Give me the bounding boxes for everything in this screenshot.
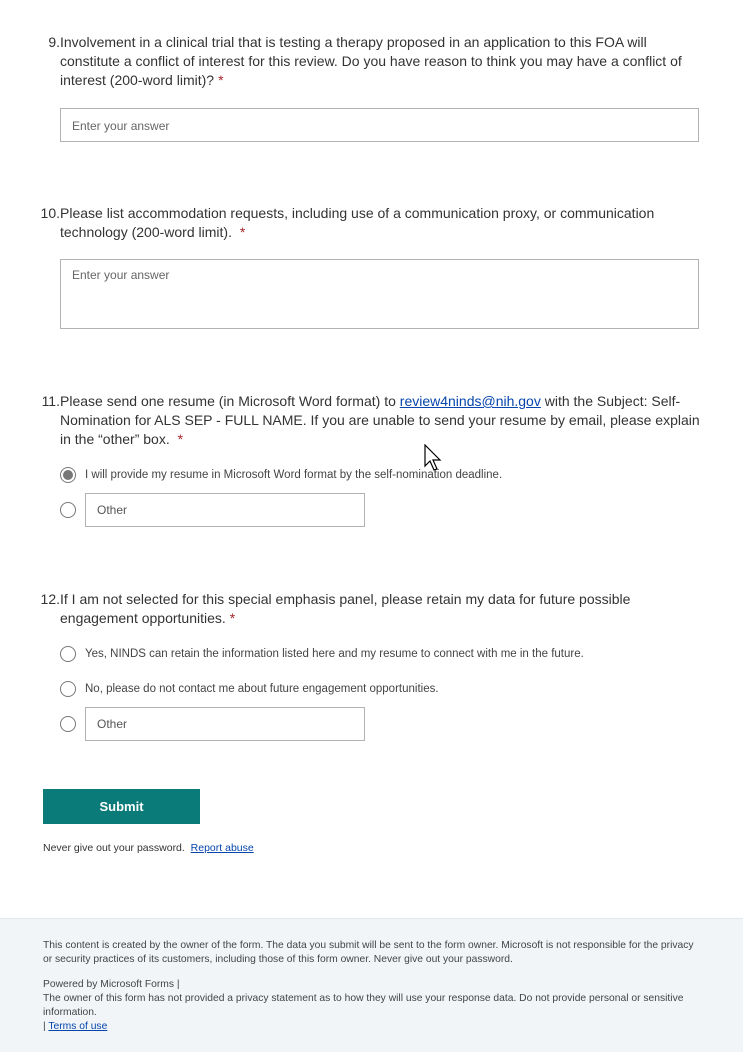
- answer-textarea[interactable]: Enter your answer: [60, 259, 699, 329]
- title-text: Please list accommodation requests, including use of a communication proxy, or communication technology (200-word limit).: [60, 205, 655, 240]
- question-number: 12.: [40, 591, 60, 607]
- radio-button[interactable]: [60, 646, 76, 662]
- terms-link[interactable]: Terms of use: [48, 1021, 108, 1032]
- question-title: [60, 590, 710, 628]
- question-title: [60, 392, 710, 449]
- submit-button[interactable]: Submit: [43, 789, 200, 824]
- radio-other[interactable]: [60, 502, 76, 518]
- radio-other[interactable]: [60, 716, 76, 732]
- question-number: 10.: [40, 205, 60, 221]
- radio-button[interactable]: [60, 681, 76, 697]
- radio-option[interactable]: [60, 643, 584, 665]
- password-text: Never give out your password.: [43, 842, 185, 854]
- required-marker: *: [229, 610, 236, 626]
- radio-option[interactable]: [60, 678, 439, 700]
- other-input[interactable]: Other: [85, 707, 365, 741]
- password-note: [43, 842, 254, 854]
- question-title: [60, 204, 710, 242]
- powered-by: Powered by Microsoft Forms |: [43, 979, 180, 990]
- option-label: No, please do not contact me about future engagement opportunities.: [85, 683, 439, 695]
- privacy-note: The owner of this form has not provided a privacy statement as to how they will use your response data. Do not provide personal or sensitive information.: [43, 993, 684, 1018]
- title-text: with the Subject: Self-Nomination for ALS SEP - FULL NAME. If you are unable to send your resume by email, please explain in the “other” box.: [60, 393, 700, 447]
- footer: [0, 918, 743, 1052]
- report-abuse-link[interactable]: Report abuse: [190, 842, 254, 854]
- footer-disclaimer: This content is created by the owner of the form. The data you submit will be sent to the form owner. Microsoft is not responsible for the privacy or security practices of its customers, including those of this form owner. Never give out your password.: [43, 940, 694, 965]
- other-input[interactable]: Other: [85, 493, 365, 527]
- required-marker: *: [239, 224, 246, 240]
- title-text: Please send one resume (in Microsoft Word format) to: [60, 393, 400, 409]
- separator: |: [43, 1021, 49, 1032]
- question-title: [60, 33, 710, 90]
- mouse-cursor-icon: [424, 444, 444, 472]
- email-link[interactable]: review4ninds@nih.gov: [399, 393, 541, 409]
- required-marker: *: [218, 72, 224, 88]
- question-number: 11.: [41, 393, 60, 409]
- title-text: Involvement in a clinical trial that is testing a therapy proposed in an application to this FOA will constitute a conflict of interest for this review. Do you have reason to think you may have a conflict of interest (200-word limit)?: [60, 34, 682, 88]
- answer-input[interactable]: Enter your answer: [60, 108, 699, 142]
- option-label: Yes, NINDS can retain the information listed here and my resume to connect with me in the future.: [85, 648, 584, 660]
- question-number: 9.: [48, 34, 60, 50]
- required-marker: *: [177, 431, 184, 447]
- radio-selected[interactable]: [60, 467, 76, 483]
- title-text: If I am not selected for this special emphasis panel, please retain my data for future possible engagement opportunities.: [60, 591, 631, 626]
- option-label: I will provide my resume in Microsoft Word format by the self-nomination deadline.: [85, 469, 503, 481]
